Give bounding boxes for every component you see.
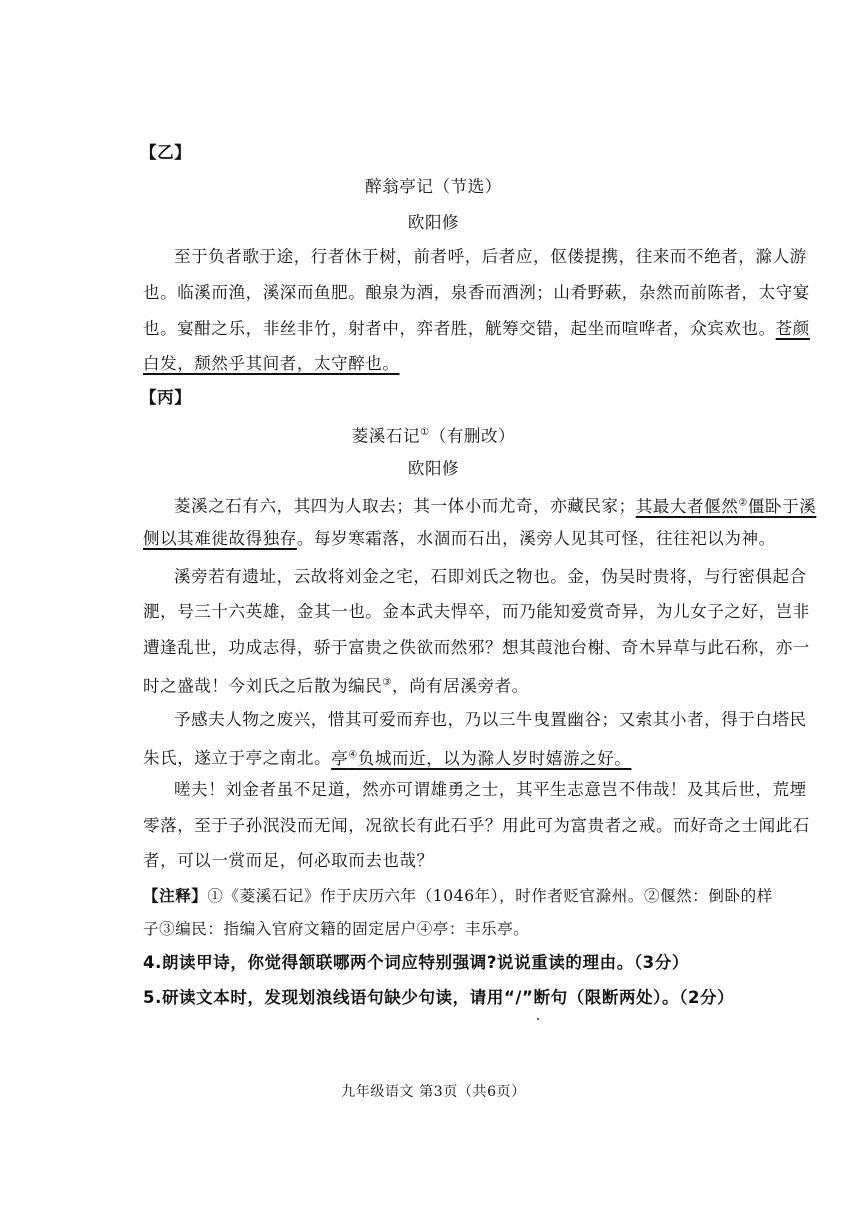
bing-p4-line-2: 零落，至于子孙泯没而无闻，况欲长有此石乎？用此可为富贵者之戒。而好奇之士闻此石 — [143, 816, 810, 835]
bing-p4-line-3: 者，可以一赏而足，何必取而去也哉？ — [143, 851, 434, 870]
yi-line-4 — [143, 353, 400, 375]
title-note: （有删改） — [429, 426, 516, 446]
yi-wavy-start: 苍颜 — [775, 319, 810, 338]
title-note-mark: ① — [420, 427, 430, 438]
bing-p2-line-3: 遭逢乱世，功成志得，骄于富贵之佚欲而然邪？想其葭池台榭、奇木异草与此石称，亦一 — [143, 638, 810, 657]
bing-p1-rest: 。每岁寒霜落，水涸而石出，溪旁人见其可怪，往往祀以为神。 — [296, 529, 776, 548]
title-lingxishi — [0, 422, 867, 448]
yi-line-3 — [143, 318, 810, 340]
notes-line-2: 子③编民：指编入官府文籍的固定居户④亭：丰乐亭。 — [143, 920, 530, 938]
yi-line-3-text: 也。宴酣之乐，非丝非竹，射者中，弈者胜，觥筹交错，起坐而喧哗者，众宾欢也。 — [143, 319, 776, 338]
yi-wavy-end: 白发，颓然乎其间者，太守醉也。 — [143, 354, 400, 373]
title-zuiwengting: 醉翁亭记（节选） — [365, 177, 502, 196]
bing-p3-text: 朱氏，遂立于亭之南北。 — [143, 748, 332, 768]
bing-p2-line-4 — [143, 672, 529, 698]
bing-p3-underlined-text: 负城而近，以为滁人岁时嬉游之好。 — [357, 748, 632, 768]
note-mark-3: ③ — [382, 677, 392, 688]
yi-line-2: 也。临溪而渔，溪深而鱼肥。酿泉为酒，泉香而酒洌；山肴野蔌，杂然而前陈者，太守宴 — [143, 283, 810, 302]
author-bing: 欧阳修 — [407, 459, 460, 478]
section-label-bing: 【丙】 — [140, 388, 192, 407]
section-label-yi: 【乙】 — [140, 143, 192, 162]
bing-p1-line-1 — [174, 492, 816, 518]
notes-text-1: ①《菱溪石记》作于庆历六年（1046年），时作者贬官滁州。②偃然：倒卧的样 — [207, 887, 773, 905]
yi-line-1: 至于负者歌于途，行者休于树，前者呼，后者应，伛偻提携，往来而不绝者，滁人游 — [174, 247, 807, 266]
note-mark-4: ④ — [348, 749, 358, 760]
bing-p1-text: 菱溪之石有六，其四为人取去；其一体小而尤奇，亦藏民家； — [174, 496, 636, 516]
bing-wavy-end: 侧以其难徙故得独存 — [143, 529, 297, 548]
bing-wavy-text-1: 其最大者偃然 — [635, 496, 739, 516]
note-mark-2: ② — [738, 497, 748, 508]
page-footer: 九年级语文 第3页（共6页） — [341, 1084, 526, 1100]
question-5: 5.研读文本时，发现划浪线语句缺少句读，请用“/”断句（限断两处）。（2分） — [143, 988, 735, 1007]
bing-p3-ting: 亭 — [331, 748, 349, 768]
bing-p2-rest: ，尚有居溪旁者。 — [391, 676, 529, 696]
bing-p2-line-1: 溪旁若有遗址，云故将刘金之宅，石即刘氏之物也。金，伪吴时贵将，与行密俱起合 — [174, 567, 807, 586]
bing-p3-line-2 — [143, 744, 631, 770]
question-4: 4.朗读甲诗，你觉得颔联哪两个词应特别强调?说说重读的理由。（3分） — [143, 953, 689, 972]
bing-p2-text: 时之盛哉！今刘氏之后散为编民 — [143, 676, 383, 696]
author-yi: 欧阳修 — [407, 213, 460, 232]
bing-p1-line-2 — [143, 528, 776, 550]
title-text: 菱溪石记 — [351, 426, 421, 446]
bing-p2-line-2: 淝，号三十六英雄，金其一也。金本武夫悍卒，而乃能知爱赏奇异，为儿女子之好，岂非 — [143, 602, 810, 621]
bing-wavy-text-2: 僵卧于溪 — [747, 496, 817, 516]
bing-p3-line-1: 予感夫人物之废兴，惜其可爱而弃也，乃以三牛曳置幽谷；又索其小者，得于白塔民 — [174, 710, 807, 729]
bing-p3-underlined — [331, 749, 631, 768]
bing-wavy-start — [636, 497, 817, 516]
notes-line-1 — [143, 885, 773, 907]
bing-p4-line-1: 嗟夫！刘金者虽不足道，然亦可谓雄勇之士，其平生志意岂不伟哉！及其后世，荒堙 — [174, 780, 807, 799]
stray-dot — [537, 1018, 539, 1020]
notes-head: 【注释】 — [143, 886, 208, 905]
